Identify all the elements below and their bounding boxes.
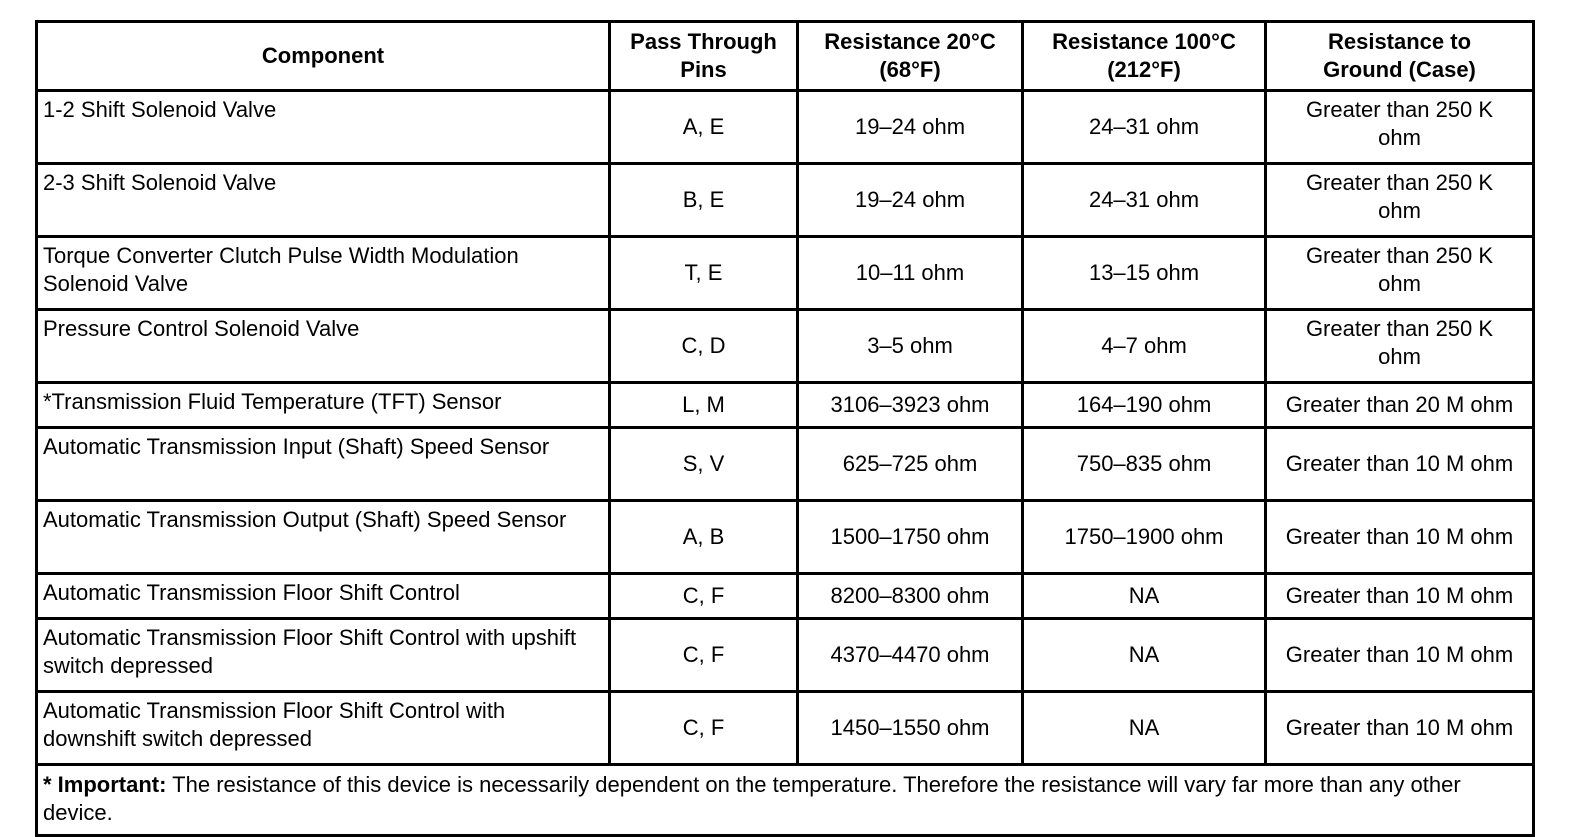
cell-component: Automatic Transmission Floor Shift Control with upshift switch depressed xyxy=(37,619,610,692)
cell-resistance-ground: Greater than 10 M ohm xyxy=(1266,574,1534,619)
cell-component: *Transmission Fluid Temperature (TFT) Sensor xyxy=(37,383,610,428)
cell-resistance-ground: Greater than 250 K ohm xyxy=(1266,310,1534,383)
cell-pins: C, F xyxy=(610,692,798,765)
table-row xyxy=(37,501,1534,574)
cell-pins: C, F xyxy=(610,619,798,692)
cell-pins: C, F xyxy=(610,574,798,619)
cell-resistance-100c: NA xyxy=(1023,619,1266,692)
table-header-row xyxy=(37,22,1534,91)
header-resistance-100c: Resistance 100°C (212°F) xyxy=(1023,22,1266,91)
resistance-table xyxy=(35,20,1535,837)
cell-pins: A, B xyxy=(610,501,798,574)
table-row xyxy=(37,383,1534,428)
cell-resistance-ground: Greater than 250 K ohm xyxy=(1266,91,1534,164)
cell-resistance-100c: 24–31 ohm xyxy=(1023,91,1266,164)
cell-resistance-20c: 10–11 ohm xyxy=(798,237,1023,310)
cell-resistance-20c: 19–24 ohm xyxy=(798,164,1023,237)
table-row xyxy=(37,692,1534,765)
cell-resistance-100c: 4–7 ohm xyxy=(1023,310,1266,383)
cell-resistance-20c: 4370–4470 ohm xyxy=(798,619,1023,692)
cell-component: Automatic Transmission Floor Shift Control with downshift switch depressed xyxy=(37,692,610,765)
cell-resistance-ground: Greater than 10 M ohm xyxy=(1266,501,1534,574)
cell-resistance-ground: Greater than 10 M ohm xyxy=(1266,619,1534,692)
table-row xyxy=(37,91,1534,164)
cell-pins: C, D xyxy=(610,310,798,383)
cell-resistance-20c: 625–725 ohm xyxy=(798,428,1023,501)
cell-resistance-20c: 3106–3923 ohm xyxy=(798,383,1023,428)
cell-resistance-20c: 3–5 ohm xyxy=(798,310,1023,383)
cell-resistance-100c: NA xyxy=(1023,574,1266,619)
table-row xyxy=(37,310,1534,383)
header-resistance-20c: Resistance 20°C (68°F) xyxy=(798,22,1023,91)
cell-pins: A, E xyxy=(610,91,798,164)
table-row xyxy=(37,428,1534,501)
note-row xyxy=(37,765,1534,836)
cell-pins: T, E xyxy=(610,237,798,310)
header-resistance-ground: Resistance to Ground (Case) xyxy=(1266,22,1534,91)
cell-resistance-ground: Greater than 10 M ohm xyxy=(1266,692,1534,765)
cell-resistance-100c: 750–835 ohm xyxy=(1023,428,1266,501)
cell-resistance-20c: 8200–8300 ohm xyxy=(798,574,1023,619)
important-label: * Important: xyxy=(43,772,167,797)
cell-resistance-20c: 1500–1750 ohm xyxy=(798,501,1023,574)
important-note xyxy=(37,765,1534,836)
cell-resistance-ground: Greater than 250 K ohm xyxy=(1266,164,1534,237)
important-text: The resistance of this device is necessarily dependent on the temperature. Therefore the resistance will vary far more than any other device. xyxy=(43,772,1461,825)
cell-resistance-100c: 24–31 ohm xyxy=(1023,164,1266,237)
cell-resistance-20c: 1450–1550 ohm xyxy=(798,692,1023,765)
cell-resistance-100c: 1750–1900 ohm xyxy=(1023,501,1266,574)
cell-pins: S, V xyxy=(610,428,798,501)
cell-resistance-100c: NA xyxy=(1023,692,1266,765)
cell-component: Automatic Transmission Floor Shift Control xyxy=(37,574,610,619)
table-row xyxy=(37,164,1534,237)
cell-pins: L, M xyxy=(610,383,798,428)
cell-component: Pressure Control Solenoid Valve xyxy=(37,310,610,383)
cell-resistance-ground: Greater than 20 M ohm xyxy=(1266,383,1534,428)
cell-component: 1-2 Shift Solenoid Valve xyxy=(37,91,610,164)
cell-pins: B, E xyxy=(610,164,798,237)
table-row xyxy=(37,574,1534,619)
cell-resistance-ground: Greater than 250 K ohm xyxy=(1266,237,1534,310)
header-pins: Pass Through Pins xyxy=(610,22,798,91)
cell-resistance-100c: 164–190 ohm xyxy=(1023,383,1266,428)
cell-resistance-100c: 13–15 ohm xyxy=(1023,237,1266,310)
cell-component: Torque Converter Clutch Pulse Width Modulation Solenoid Valve xyxy=(37,237,610,310)
cell-component: 2-3 Shift Solenoid Valve xyxy=(37,164,610,237)
cell-component: Automatic Transmission Input (Shaft) Speed Sensor xyxy=(37,428,610,501)
cell-resistance-ground: Greater than 10 M ohm xyxy=(1266,428,1534,501)
table-row xyxy=(37,237,1534,310)
table-row xyxy=(37,619,1534,692)
resistance-table-container xyxy=(35,20,1532,837)
cell-component: Automatic Transmission Output (Shaft) Speed Sensor xyxy=(37,501,610,574)
header-component: Component xyxy=(37,22,610,91)
cell-resistance-20c: 19–24 ohm xyxy=(798,91,1023,164)
